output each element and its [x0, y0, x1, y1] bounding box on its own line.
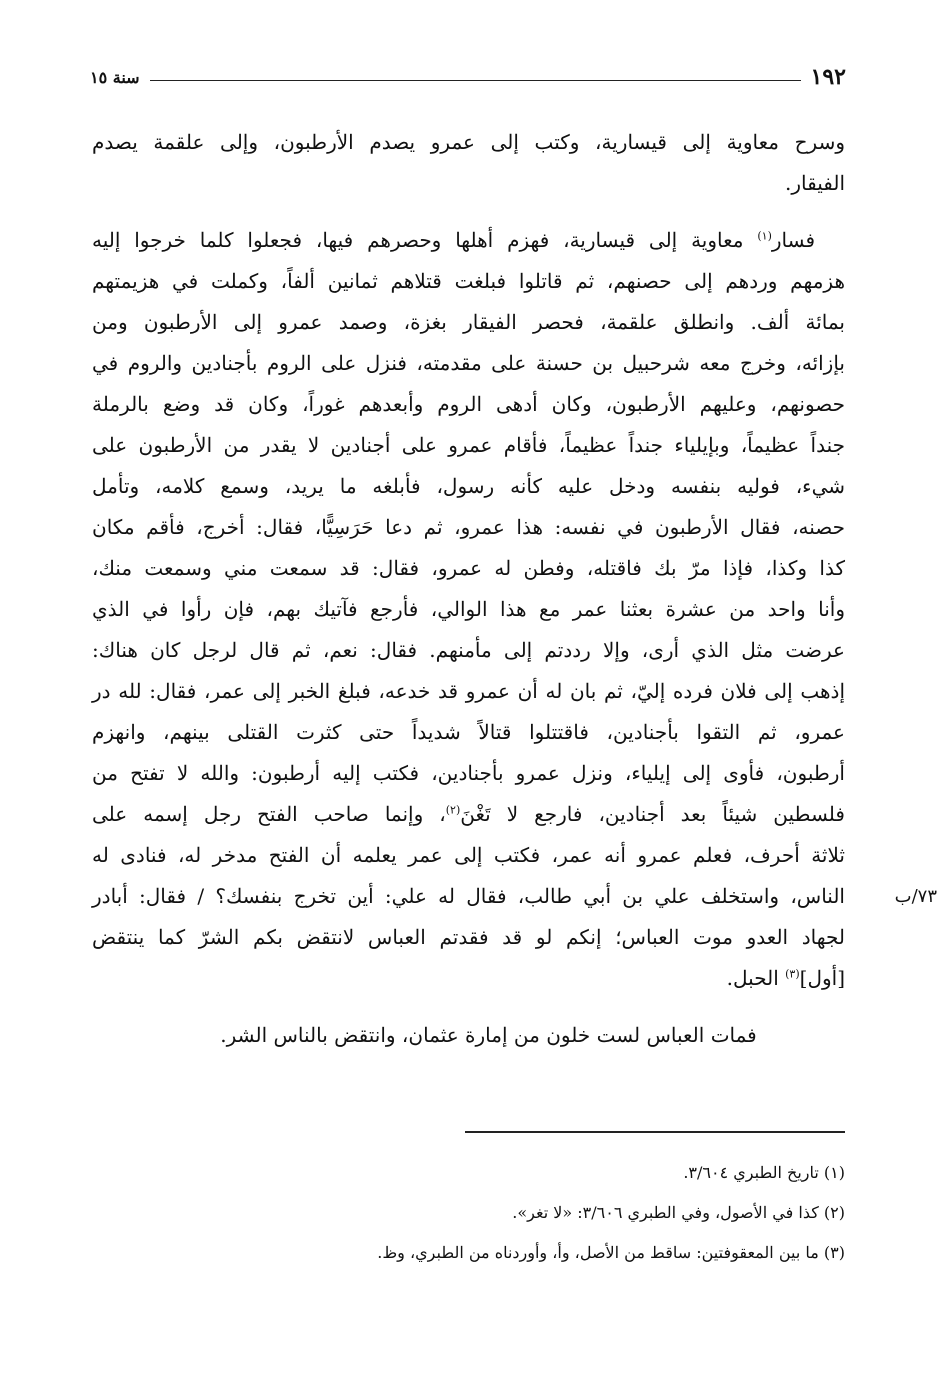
page-number: ١٩٢: [810, 64, 846, 90]
text-span: فلسطين شيئاً بعد أجنادين، فارجع لا تَغْنَ: [460, 802, 845, 826]
text-line: عمرو، ثم التقوا بأجنادين، فاقتتلوا قتالاً شديداً حتى كثرت القتلى بينهم، وانهزم: [92, 720, 845, 744]
text-line: وأنا واحد من عشرة بعثنا عمر مع هذا الوالي، فأرجع فآتيك بهم، فإن رأوا في الذي: [92, 597, 845, 621]
text-line: حصونهم، وعليهم الأرطبون، وكان أدهى الروم وأبعدهم غوراً، وكان قد وضع بالرملة: [92, 392, 845, 416]
text-line: بمائة ألف. وانطلق علقمة، فحصر الفيقار بغزة، وصمد عمرو إلى الأرطبون ومن: [92, 310, 845, 334]
footnote-ref[interactable]: (١): [757, 229, 772, 243]
text-line: لجهاد العدو موت العباس؛ إنكم لو قد فقدتم العباس لانتقض بكم الشرّ كما ينتقض: [92, 925, 845, 949]
text-line: [92, 876, 937, 917]
text-span: فسار: [771, 228, 816, 252]
text-line: بإزائه، وخرج معه شرحبيل بن حسنة على مقدمته، فنزل على الروم بأجنادين والروم في: [92, 351, 845, 375]
text-line: هزمهم وردهم إلى حصنهم، ثم قاتلوا فبلغت قتلاهم ثمانين ألفاً، وكملت في هزيمتهم: [92, 269, 845, 293]
footnote-ref[interactable]: (٣): [785, 967, 800, 981]
footnote-ref[interactable]: (٢): [445, 803, 461, 817]
margin-note: ٧٣/ب: [894, 886, 937, 907]
main-text: [92, 122, 937, 1056]
text-span: [أول]: [799, 966, 845, 990]
text-span: معاوية إلى قيسارية، فهزم أهلها وحصرهم فيها، فجعلوا كلما خرجوا إليه: [92, 228, 744, 252]
text-line: وسرح معاوية إلى قيسارية، وكتب إلى عمرو يصدم الأرطبون، وإلى علقمة يصدم: [92, 130, 845, 154]
text-span: الحبل.: [726, 966, 779, 990]
footnote: (١) تاريخ الطبري ٣/٦٠٤.: [683, 1163, 845, 1182]
header-rule: [150, 80, 801, 81]
footnote: (٣) ما بين المعقوفتين: ساقط من الأصل، وأ، وأوردناه من الطبري، وظ.: [377, 1243, 845, 1262]
text-span: ، وإنما صاحب الفتح رجل إسمه على: [92, 802, 446, 826]
footnote-separator: [465, 1131, 845, 1133]
text-line: ثلاثة أحرف، فعلم عمرو أنه عمر، فكتب إلى عمر يعلمه أن الفتح مدخر له، فنادى له: [92, 843, 845, 867]
text-line: [92, 794, 845, 835]
footnotes: [300, 1153, 845, 1273]
text-line: فمات العباس لست خلون من إمارة عثمان، وانتقض بالناس الشر.: [220, 1023, 757, 1047]
text-line: الفيقار.: [784, 171, 845, 195]
text-line: إذهب إلى فلان فرده إليّ، ثم بان له أن عمرو قد خدعه، فبلغ الخبر إلى عمر، فقال: لله در: [92, 679, 846, 703]
text-line: [92, 220, 845, 261]
text-line: عرضت مثل الذي أرى، وإلا رددتم إلى مأمنهم. فقال: نعم، ثم قال لرجل كان هناك:: [92, 638, 845, 662]
footnote: (٢) كذا في الأصول، وفي الطبري ٣/٦٠٦: «لا تغر».: [512, 1203, 845, 1222]
running-title: سنة ١٥: [90, 67, 140, 87]
text-line: حصنه، فقال الأرطبون في نفسه: هذا عمرو، ثم دعا حَرَسِيًّا، فقال: أخرج، فأقم مكان: [92, 515, 845, 539]
text-line: أرطبون، فأوى إلى إيلياء، ونزل عمرو بأجنادين، فكتب إليه أرطبون: والله لا تفتح من: [92, 761, 845, 785]
text-span: الناس، واستخلف علي بن أبي طالب، فقال له علي: أين تخرج بنفسك؟ / فقال: أبادر: [92, 884, 845, 908]
text-line: جنداً عظيماً، وبإيلياء جنداً عظيماً، فأقام عمرو على أجنادين لا يقدر من الأرطبون على: [92, 433, 845, 457]
text-line: كذا وكذا، فإذا مرّ بك فاقتله، وفطن له عمرو، فقال: قد سمعت مني وسمعت منك،: [92, 556, 845, 580]
page-header: [90, 62, 846, 92]
text-line: شيء، فوليه بنفسه ودخل عليه كأنه رسول، فأبلغه ما يريد، وسمع كلامه، وتأمل: [92, 474, 845, 498]
text-line: [92, 958, 845, 999]
